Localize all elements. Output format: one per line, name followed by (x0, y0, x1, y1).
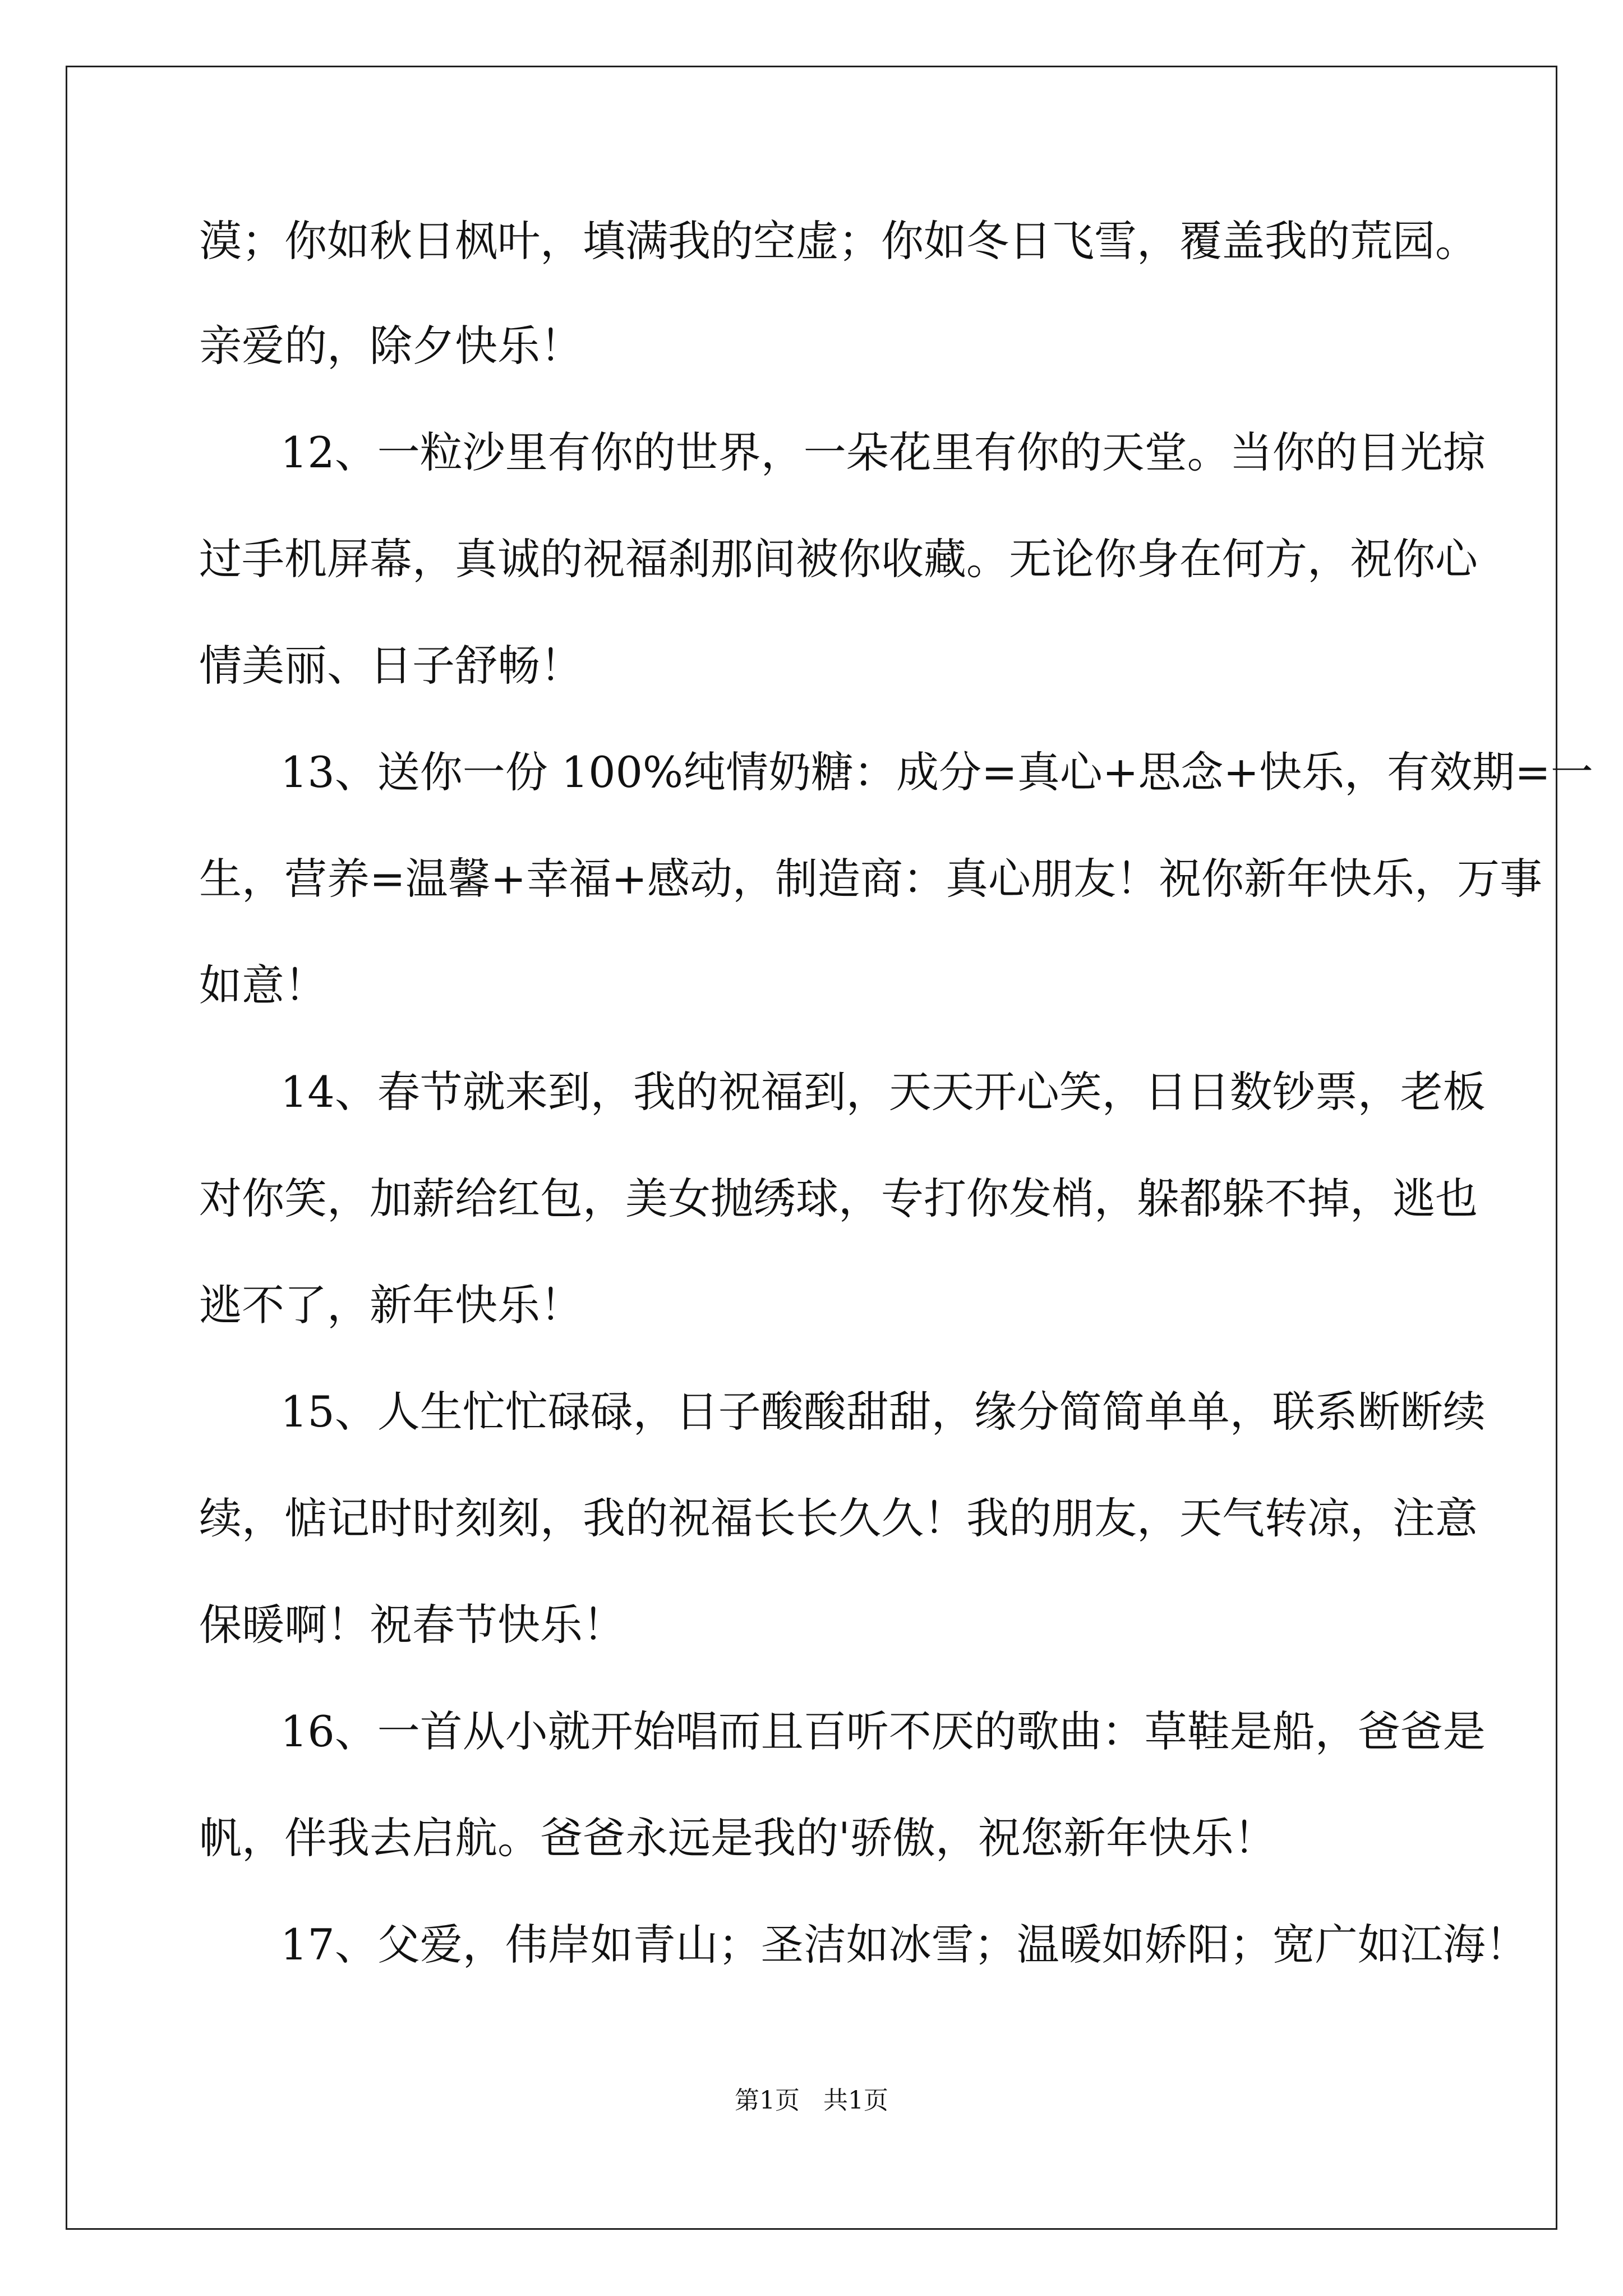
text-line: 保暖啊！祝春节快乐！ (199, 1600, 625, 1650)
text-line: 帆，伴我去启航。爸爸永远是我的'骄傲，祝您新年快乐！ (199, 1813, 1276, 1863)
paragraph-17-first-line: 17、父爱，伟岸如青山；圣洁如冰雪；温暖如娇阳；宽广如江海！ (280, 1920, 1528, 1970)
paragraph-15-first-line: 15、人生忙忙碌碌，日子酸酸甜甜，缘分简简单单，联系断断续 (280, 1387, 1486, 1437)
text-line: 逃不了，新年快乐！ (199, 1280, 583, 1330)
paragraph-12-first-line: 12、一粒沙里有你的世界，一朵花里有你的天堂。当你的目光掠 (280, 427, 1486, 477)
text-line: 生，营养=温馨+幸福+感动，制造商：真心朋友！祝你新年快乐，万事 (199, 854, 1543, 904)
text-line: 过手机屏幕，真诚的祝福刹那间被你收藏。无论你身在何方，祝你心 (199, 534, 1478, 584)
paragraph-13-first-line: 13、送你一份 100%纯情奶糖：成分=真心+思念+快乐，有效期=一 (280, 747, 1593, 797)
paragraph-14-first-line: 14、春节就来到，我的祝福到，天天开心笑，日日数钞票，老板 (280, 1067, 1486, 1117)
text-line: 漠；你如秋日枫叶，填满我的空虚；你如冬日飞雪，覆盖我的荒园。 (199, 216, 1478, 266)
paragraph-16-first-line: 16、一首从小就开始唱而且百听不厌的歌曲：草鞋是船，爸爸是 (280, 1706, 1486, 1756)
text-line: 亲爱的，除夕快乐！ (199, 321, 583, 371)
text-line: 如意！ (199, 960, 327, 1010)
page-border (66, 66, 1557, 2230)
page-number-footer: 第1页 共1页 (735, 2086, 888, 2115)
text-line: 续，惦记时时刻刻，我的祝福长长久久！我的朋友，天气转凉，注意 (199, 1493, 1478, 1543)
text-line: 对你笑，加薪给红包，美女抛绣球，专打你发梢，躲都躲不掉，逃也 (199, 1174, 1478, 1223)
text-line: 情美丽、日子舒畅！ (199, 641, 583, 691)
